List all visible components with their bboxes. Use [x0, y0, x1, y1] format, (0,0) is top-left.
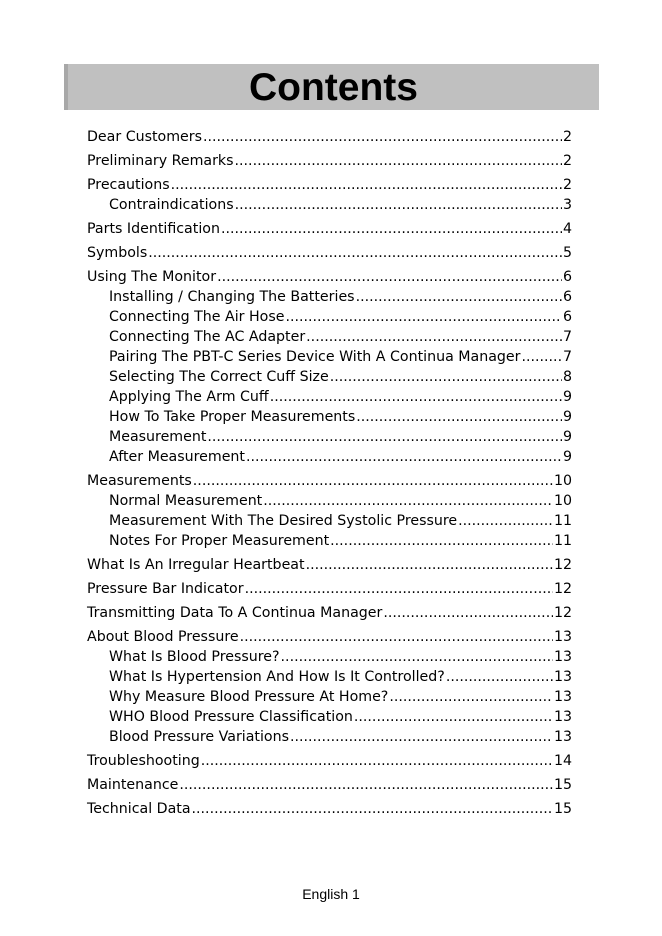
- toc-entry-page: 13: [553, 709, 572, 725]
- toc-dot-leader: [446, 667, 553, 687]
- toc-entry-label: About Blood Pressure: [87, 629, 239, 645]
- toc-dot-leader: [240, 627, 553, 647]
- toc-entry: [87, 799, 572, 819]
- toc-entry-page: 7: [562, 329, 572, 345]
- toc-entry-label: Technical Data: [87, 801, 191, 817]
- toc-entry-page: 9: [562, 409, 572, 425]
- toc-entry-page: 7: [562, 349, 572, 365]
- toc-entry-label: Maintenance: [87, 777, 179, 793]
- table-of-contents: [87, 127, 572, 819]
- toc-entry-label: Contraindications: [109, 197, 234, 213]
- toc-entry-page: 9: [562, 449, 572, 465]
- toc-entry-page: 13: [553, 669, 572, 685]
- toc-entry-label: Measurement With The Desired Systolic Pressure: [109, 513, 458, 529]
- toc-subentry: [87, 407, 572, 427]
- toc-entry-page: 15: [553, 801, 572, 817]
- toc-dot-leader: [201, 751, 553, 771]
- toc-entry-page: 2: [562, 129, 572, 145]
- contents-title-bar: [64, 64, 599, 110]
- toc-subentry: [87, 447, 572, 467]
- toc-dot-leader: [235, 151, 562, 171]
- toc-entry-label: Selecting The Correct Cuff Size: [109, 369, 329, 385]
- toc-entry-label: Normal Measurement: [109, 493, 263, 509]
- toc-dot-leader: [235, 195, 562, 215]
- toc-subentry: [87, 687, 572, 707]
- toc-entry: [87, 555, 572, 575]
- toc-entry-page: 9: [562, 389, 572, 405]
- toc-subentry: [87, 667, 572, 687]
- toc-entry-page: 12: [553, 605, 572, 621]
- toc-entry-page: 6: [562, 309, 572, 325]
- toc-entry: [87, 579, 572, 599]
- page-title: Contents: [249, 66, 418, 109]
- toc-entry-label: What Is An Irregular Heartbeat: [87, 557, 305, 573]
- toc-dot-leader: [179, 775, 553, 795]
- toc-dot-leader: [148, 243, 562, 263]
- toc-entry-page: 10: [553, 493, 572, 509]
- toc-dot-leader: [330, 367, 562, 387]
- toc-entry-label: Applying The Arm Cuff: [109, 389, 269, 405]
- toc-subentry: [87, 347, 572, 367]
- toc-subentry: [87, 707, 572, 727]
- toc-entry-page: 3: [562, 197, 572, 213]
- toc-dot-leader: [221, 219, 562, 239]
- toc-entry: [87, 127, 572, 147]
- toc-dot-leader: [306, 327, 562, 347]
- toc-subentry: [87, 727, 572, 747]
- toc-entry: [87, 471, 572, 491]
- toc-dot-leader: [245, 579, 553, 599]
- toc-entry-page: 13: [553, 689, 572, 705]
- toc-dot-leader: [356, 287, 562, 307]
- toc-dot-leader: [217, 267, 562, 287]
- toc-entry-label: Parts Identification: [87, 221, 220, 237]
- toc-entry-label: Installing / Changing The Batteries: [109, 289, 355, 305]
- toc-dot-leader: [330, 531, 553, 551]
- toc-entry-label: Blood Pressure Variations: [109, 729, 289, 745]
- toc-entry-label: Why Measure Blood Pressure At Home?: [109, 689, 389, 705]
- toc-entry-page: 13: [553, 729, 572, 745]
- toc-subentry: [87, 195, 572, 215]
- toc-dot-leader: [290, 727, 553, 747]
- toc-subentry: [87, 427, 572, 447]
- toc-entry-label: Notes For Proper Measurement: [109, 533, 330, 549]
- toc-dot-leader: [458, 511, 553, 531]
- toc-subentry: [87, 647, 572, 667]
- toc-entry-page: 11: [553, 513, 572, 529]
- toc-subentry: [87, 531, 572, 551]
- toc-entry-page: 12: [553, 581, 572, 597]
- toc-entry-label: Pairing The PBT-C Series Device With A Continua Manager: [109, 349, 521, 365]
- toc-subentry: [87, 367, 572, 387]
- toc-subentry: [87, 511, 572, 531]
- toc-dot-leader: [285, 307, 562, 327]
- toc-entry-page: 2: [562, 177, 572, 193]
- toc-subentry: [87, 287, 572, 307]
- toc-subentry: [87, 327, 572, 347]
- toc-entry-label: Precautions: [87, 177, 170, 193]
- toc-entry-label: What Is Hypertension And How Is It Controlled?: [109, 669, 445, 685]
- toc-entry-label: Transmitting Data To A Continua Manager: [87, 605, 383, 621]
- toc-entry-page: 10: [553, 473, 572, 489]
- toc-entry-page: 6: [562, 289, 572, 305]
- toc-entry-label: WHO Blood Pressure Classification: [109, 709, 353, 725]
- page-footer: English 1: [302, 886, 360, 902]
- toc-entry-page: 13: [553, 629, 572, 645]
- toc-entry-page: 6: [562, 269, 572, 285]
- toc-entry-page: 15: [553, 777, 572, 793]
- toc-dot-leader: [246, 447, 562, 467]
- toc-dot-leader: [263, 491, 553, 511]
- toc-dot-leader: [356, 407, 562, 427]
- toc-entry: [87, 219, 572, 239]
- toc-dot-leader: [270, 387, 562, 407]
- toc-entry-page: 5: [562, 245, 572, 261]
- toc-entry-label: How To Take Proper Measurements: [109, 409, 356, 425]
- toc-entry-label: Connecting The AC Adapter: [109, 329, 306, 345]
- toc-dot-leader: [383, 603, 553, 623]
- toc-entry-page: 13: [553, 649, 572, 665]
- toc-entry-page: 11: [553, 533, 572, 549]
- toc-dot-leader: [192, 799, 553, 819]
- toc-dot-leader: [306, 555, 553, 575]
- toc-dot-leader: [521, 347, 561, 367]
- toc-entry: [87, 603, 572, 623]
- toc-entry-page: 12: [553, 557, 572, 573]
- toc-entry-label: After Measurement: [109, 449, 245, 465]
- toc-entry-page: 9: [562, 429, 572, 445]
- toc-entry-page: 14: [553, 753, 572, 769]
- toc-entry-page: 4: [562, 221, 572, 237]
- toc-entry: [87, 151, 572, 171]
- toc-subentry: [87, 387, 572, 407]
- toc-dot-leader: [207, 427, 562, 447]
- toc-entry-label: Measurement: [109, 429, 207, 445]
- toc-entry-label: Measurements: [87, 473, 192, 489]
- toc-entry-label: Preliminary Remarks: [87, 153, 234, 169]
- toc-entry-label: What Is Blood Pressure?: [109, 649, 280, 665]
- toc-entry-label: Dear Customers: [87, 129, 202, 145]
- toc-entry-label: Using The Monitor: [87, 269, 217, 285]
- toc-subentry: [87, 307, 572, 327]
- toc-entry-page: 2: [562, 153, 572, 169]
- toc-entry: [87, 267, 572, 287]
- toc-entry-label: Symbols: [87, 245, 148, 261]
- toc-dot-leader: [281, 647, 553, 667]
- toc-entry: [87, 775, 572, 795]
- toc-subentry: [87, 491, 572, 511]
- toc-dot-leader: [389, 687, 553, 707]
- toc-entry: [87, 627, 572, 647]
- toc-entry: [87, 175, 572, 195]
- toc-entry-label: Pressure Bar Indicator: [87, 581, 244, 597]
- toc-dot-leader: [354, 707, 553, 727]
- toc-entry-label: Troubleshooting: [87, 753, 200, 769]
- toc-dot-leader: [203, 127, 562, 147]
- toc-dot-leader: [193, 471, 553, 491]
- toc-dot-leader: [171, 175, 562, 195]
- toc-entry: [87, 751, 572, 771]
- toc-entry-label: Connecting The Air Hose: [109, 309, 285, 325]
- toc-entry-page: 8: [562, 369, 572, 385]
- toc-entry: [87, 243, 572, 263]
